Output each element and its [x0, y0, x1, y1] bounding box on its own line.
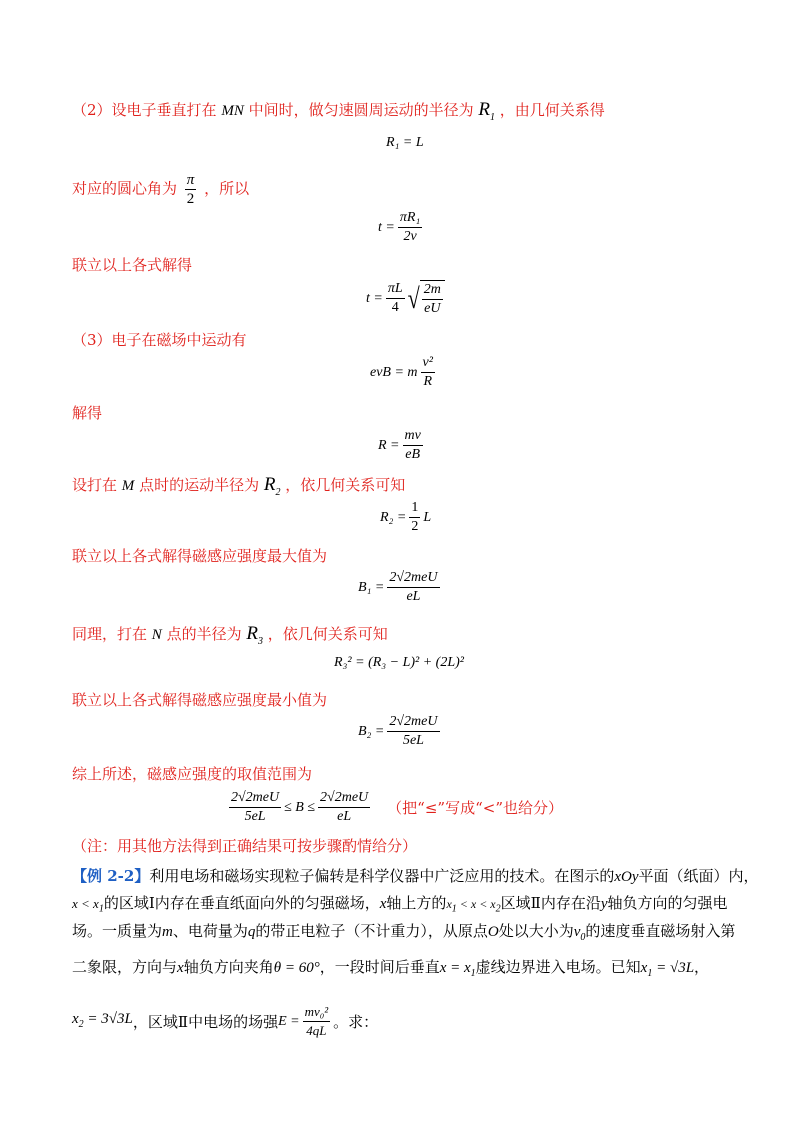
equation-r2: R₂ = $\frac{1}{2}$ L: [380, 500, 432, 534]
example-line-5: $x_2 = 3√3L$ ，区域Ⅱ中电场的场强 E = $\frac{\text{mv₀²}}{4qL}$ 。求：: [72, 1004, 379, 1038]
var-m: M: [121, 478, 135, 494]
text-line-solve: 解得: [72, 404, 103, 422]
part2-text-b: 中间时，做匀速圆周运动的半径为: [248, 101, 474, 119]
text-line-min-b: 联立以上各式解得磁感应强度最小值为: [72, 691, 328, 709]
text-line-hit-m: 设打在 M 点时的运动半径为 $R_2$ ，依几何关系可知: [72, 474, 406, 498]
example-line-2: $x < x_1$的区域Ⅰ内存在垂直纸面向外的匀强磁场，x轴上方的$x_1 < x < x_2$区域Ⅱ内存在沿y轴负方向的匀强电: [72, 894, 728, 915]
equation-b2: B₂ = $\frac{\text{2√2meU}}{5eL}$: [358, 714, 438, 748]
equation-b1: B₁ = $\frac{\text{2√2meU}}{eL}$: [358, 570, 438, 604]
text-line-angle: 对应的圆心角为 $\frac{\pi}{2}$ ，所以: [72, 172, 250, 207]
var-r3: $R_3$: [246, 623, 263, 647]
example-line-1: 【例 2-2】利用电场和磁场实现粒子偏转是科学仪器中广泛应用的技术。在图示的xOy平面（纸面）内，: [72, 867, 759, 885]
equation-r1-eq-l: R₁ = L: [386, 135, 424, 150]
example-line-3: 场。一质量为m、电荷量为q的带正电粒子（不计重力），从原点O处以大小为$v_0$的速度垂直磁场射入第: [72, 922, 736, 943]
equation-t-pi-r1: t = $\frac{\text{πR₁}}{2v}$: [378, 210, 421, 244]
text-line-part3-intro: （3）电子在磁场中运动有: [72, 331, 247, 349]
text-line-max-b: 联立以上各式解得磁感应强度最大值为: [72, 547, 328, 565]
part2-text-c: ，由几何关系得: [499, 101, 605, 119]
example-tag: 【例 2-2】: [72, 867, 150, 885]
grading-note: （把“≤”写成“<”也给分）: [387, 799, 563, 817]
text-line-combine-1: 联立以上各式解得: [72, 256, 193, 274]
equation-t-sqrt: t = $\frac{\pi L}{4}$ √ $\frac{2m}{eU}$: [366, 280, 445, 317]
text-line-part2-intro: [72, 100, 605, 128]
var-n: N: [151, 627, 162, 643]
example-line-4: 二象限，方向与x轴负方向夹角θ = 60°，一段时间后垂直$x = x_1$虚线边界进入电场。已知$x_1 = √3L$，: [72, 958, 710, 979]
var-r1: $R_1$: [478, 99, 496, 123]
equation-r3-geometry: R₃² = (R₃ − L)² + (2L)²: [334, 655, 464, 670]
text-line-hit-n: 同理，打在 N 点的半径为 $R_3$ ，依几何关系可知: [72, 623, 388, 647]
part2-text-a: （2）设电子垂直打在: [72, 101, 217, 119]
text-line-range: 综上所述，磁感应强度的取值范围为: [72, 765, 313, 783]
var-mn: MN: [221, 103, 244, 119]
fraction-pi-over-2: $\frac{\pi}{2}$: [186, 172, 195, 207]
text-line-note: （注：用其他方法得到正确结果可按步骤酌情给分）: [72, 837, 418, 855]
equation-evb: evB = m $\frac{\text{v²}}{R}$: [370, 355, 433, 389]
var-r2: $R_2$: [263, 474, 281, 498]
equation-b-range: $\frac{\text{2√2meU}}{5eL}$ ≤ B ≤ $\frac{\text{2√2meU}}{eL}$ （把“≤”写成“<”也给分）: [231, 790, 563, 824]
equation-r-mv-eb: R = $\frac{mv}{eB}$: [378, 428, 421, 462]
